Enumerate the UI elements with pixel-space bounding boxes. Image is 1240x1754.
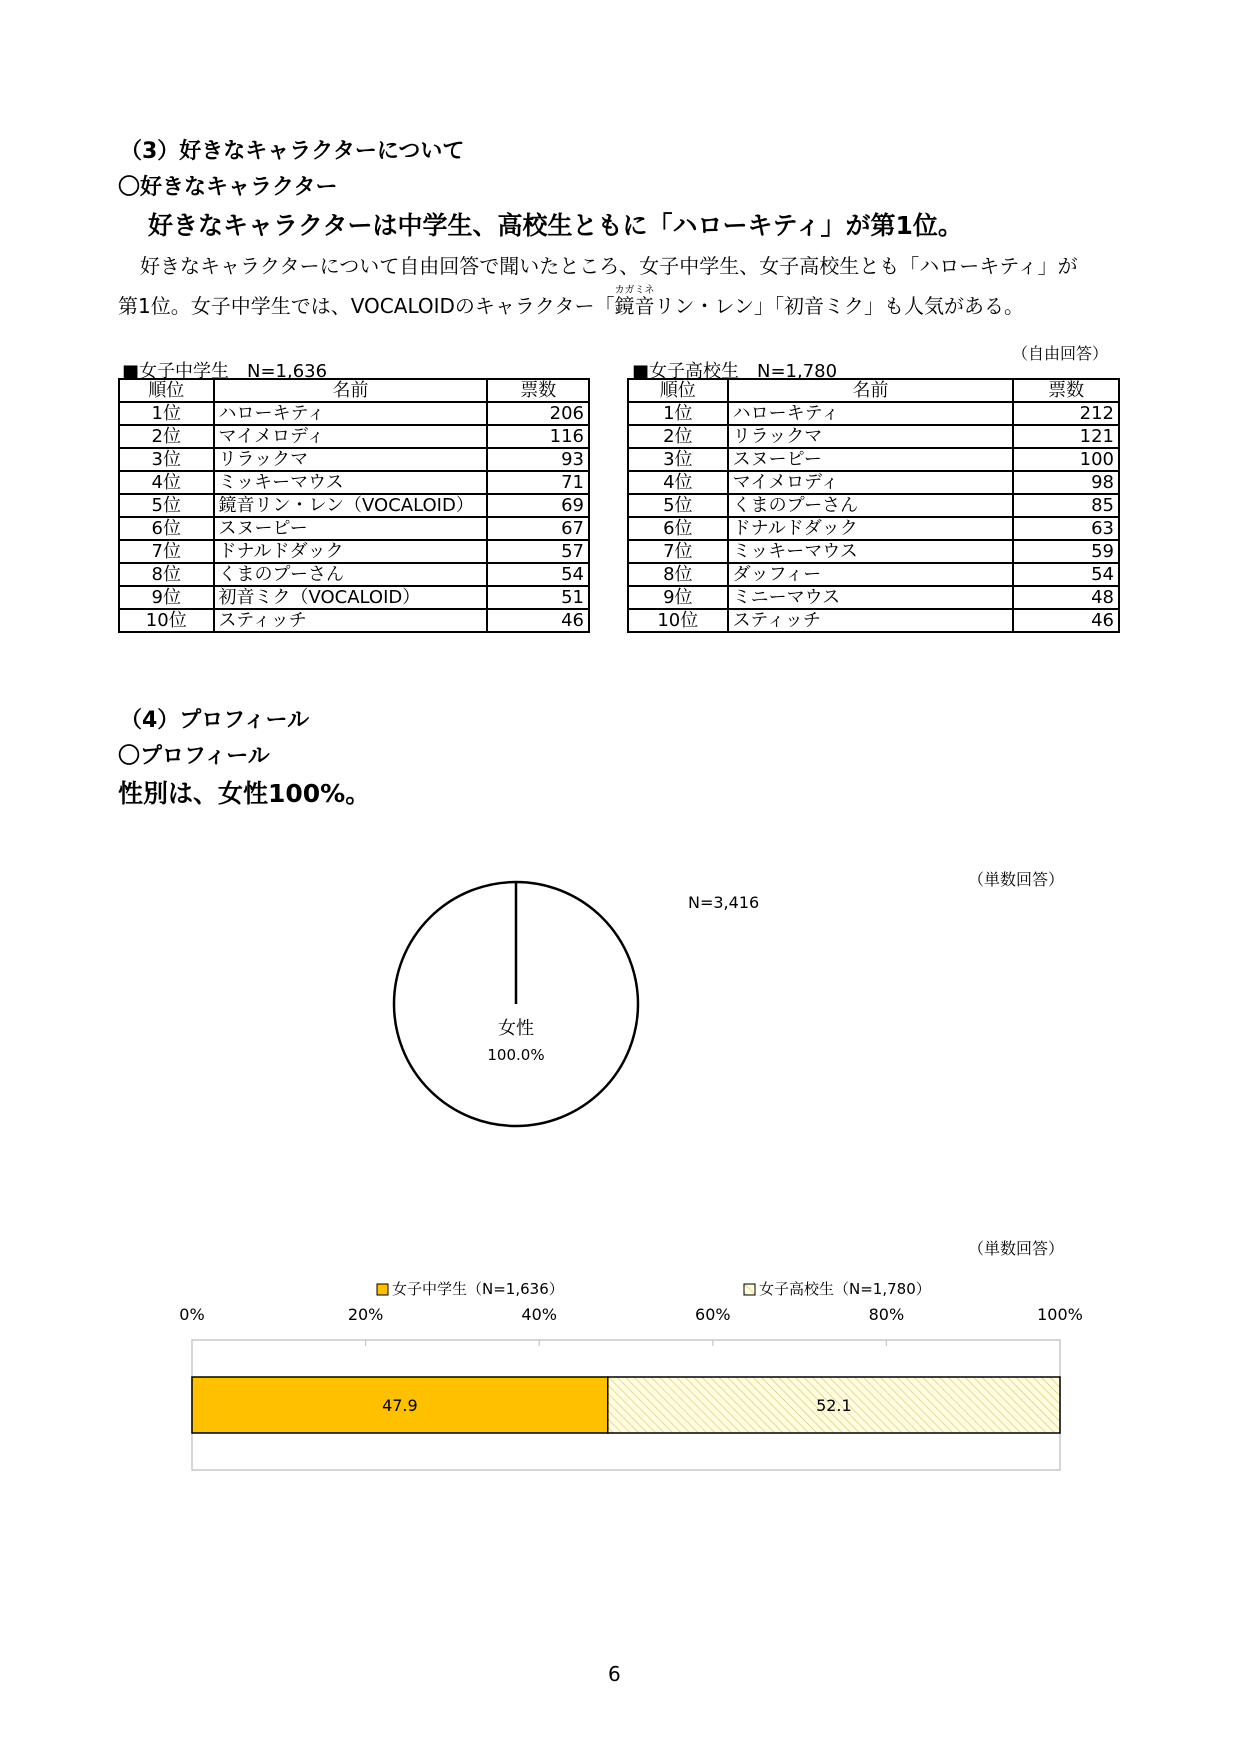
- legend-swatch-junior-high: [377, 1284, 388, 1295]
- rank-cell: 4位: [119, 471, 214, 494]
- name-cell: スティッチ: [214, 609, 488, 632]
- section3-subheading: 〇好きなキャラクター: [118, 175, 338, 200]
- table-hs-caption: ■女子高校生 N=1,780: [632, 361, 838, 382]
- name-cell: くまのプーさん: [728, 494, 1014, 517]
- table-row: [628, 494, 1119, 517]
- votes-cell: 48: [1013, 586, 1119, 609]
- votes-cell: 100: [1013, 448, 1119, 471]
- x-tick-label: 100%: [1037, 1305, 1083, 1324]
- table-row: [119, 517, 589, 540]
- table-row: [119, 448, 589, 471]
- table-row: [119, 425, 589, 448]
- pie-answer-type: （単数回答）: [968, 870, 1065, 889]
- ranking-table-high-school: [627, 378, 1120, 633]
- rank-cell: 1位: [119, 402, 214, 425]
- votes-cell: 206: [487, 402, 589, 425]
- rank-cell: 3位: [119, 448, 214, 471]
- name-cell: ハローキティ: [728, 402, 1014, 425]
- name-cell: スティッチ: [728, 609, 1014, 632]
- votes-cell: 46: [1013, 609, 1119, 632]
- votes-cell: 57: [487, 540, 589, 563]
- legend-swatch-high-school: [744, 1284, 755, 1295]
- table-row: [628, 402, 1119, 425]
- bar-segment-junior-high-label: 47.9: [382, 1396, 418, 1415]
- votes-cell: 54: [1013, 563, 1119, 586]
- name-cell: マイメロディ: [214, 425, 488, 448]
- pie-n-label: N=3,416: [688, 893, 760, 912]
- rank-cell: 3位: [628, 448, 728, 471]
- x-tick-label: 0%: [179, 1305, 205, 1324]
- table-jhs-caption: ■女子中学生 N=1,636: [122, 361, 328, 382]
- votes-cell: 51: [487, 586, 589, 609]
- col-header-rank: 順位: [119, 379, 214, 402]
- votes-cell: 67: [487, 517, 589, 540]
- rank-cell: 8位: [119, 563, 214, 586]
- rank-cell: 7位: [628, 540, 728, 563]
- votes-cell: 63: [1013, 517, 1119, 540]
- votes-cell: 93: [487, 448, 589, 471]
- votes-cell: 69: [487, 494, 589, 517]
- rank-cell: 5位: [119, 494, 214, 517]
- section4-subheading: 〇プロフィール: [118, 744, 270, 769]
- table-row: [628, 448, 1119, 471]
- legend-label-high-school: 女子高校生（N=1,780）: [759, 1280, 931, 1298]
- legend-label-junior-high: 女子中学生（N=1,636）: [392, 1280, 564, 1298]
- table-row: [119, 609, 589, 632]
- rank-cell: 4位: [628, 471, 728, 494]
- votes-cell: 54: [487, 563, 589, 586]
- ranking-table-junior-high: [118, 378, 590, 633]
- votes-cell: 59: [1013, 540, 1119, 563]
- rank-cell: 1位: [628, 402, 728, 425]
- bar-segment-high-school-label: 52.1: [816, 1396, 852, 1415]
- section3-paragraph-line1: 好きなキャラクターについて自由回答で聞いたところ、女子中学生、女子高校生とも「ハローキティ」が: [140, 254, 1078, 278]
- rank-cell: 2位: [628, 425, 728, 448]
- votes-cell: 116: [487, 425, 589, 448]
- table-row: [628, 425, 1119, 448]
- rank-cell: 6位: [119, 517, 214, 540]
- col-header-name: 名前: [214, 379, 488, 402]
- pie-value-female: 100.0%: [487, 1046, 545, 1064]
- x-tick-label: 20%: [347, 1305, 384, 1324]
- table-row: [628, 471, 1119, 494]
- name-cell: ドナルドダック: [728, 517, 1014, 540]
- votes-cell: 121: [1013, 425, 1119, 448]
- table-row: [628, 563, 1119, 586]
- name-cell: くまのプーさん: [214, 563, 488, 586]
- table-row: [628, 609, 1119, 632]
- school-ratio-bar-chart: [170, 1270, 1090, 1495]
- votes-cell: 71: [487, 471, 589, 494]
- table-row: [119, 494, 589, 517]
- table-row: [628, 586, 1119, 609]
- name-cell: スヌーピー: [214, 517, 488, 540]
- page-number: 6: [608, 1662, 621, 1686]
- rank-cell: 5位: [628, 494, 728, 517]
- name-cell: ミニーマウス: [728, 586, 1014, 609]
- x-tick-label: 60%: [695, 1305, 731, 1324]
- section4-heading: （4）プロフィール: [120, 708, 310, 733]
- x-tick-label: 40%: [521, 1305, 557, 1324]
- name-cell: ドナルドダック: [214, 540, 488, 563]
- gender-pie-chart: [390, 878, 642, 1130]
- col-header-votes: 票数: [1013, 379, 1119, 402]
- x-tick-label: 80%: [868, 1305, 905, 1324]
- bar-answer-type: （単数回答）: [968, 1239, 1065, 1258]
- name-cell: ミッキーマウス: [214, 471, 488, 494]
- rank-cell: 2位: [119, 425, 214, 448]
- col-header-rank: 順位: [628, 379, 728, 402]
- rank-cell: 10位: [119, 609, 214, 632]
- votes-cell: 85: [1013, 494, 1119, 517]
- rank-cell: 6位: [628, 517, 728, 540]
- name-cell: マイメロディ: [728, 471, 1014, 494]
- name-cell: リラックマ: [728, 425, 1014, 448]
- table-row: [628, 517, 1119, 540]
- section3-heading: （3）好きなキャラクターについて: [120, 139, 465, 164]
- votes-cell: 212: [1013, 402, 1119, 425]
- votes-cell: 46: [487, 609, 589, 632]
- section3-lead: 好きなキャラクターは中学生、高校生ともに「ハローキティ」が第1位。: [148, 211, 963, 240]
- name-cell: スヌーピー: [728, 448, 1014, 471]
- table-row: [119, 540, 589, 563]
- rank-cell: 7位: [119, 540, 214, 563]
- rank-cell: 9位: [119, 586, 214, 609]
- rank-cell: 8位: [628, 563, 728, 586]
- rank-cell: 10位: [628, 609, 728, 632]
- rank-cell: 9位: [628, 586, 728, 609]
- table-row: [119, 563, 589, 586]
- name-cell: ハローキティ: [214, 402, 488, 425]
- name-cell: ミッキーマウス: [728, 540, 1014, 563]
- section4-lead: 性別は、女性100%。: [118, 779, 371, 808]
- answer-type-free: （自由回答）: [1012, 344, 1109, 363]
- name-cell: 鏡音リン・レン（VOCALOID）: [214, 494, 488, 517]
- pie-label-female: 女性: [498, 1018, 534, 1039]
- name-cell: リラックマ: [214, 448, 488, 471]
- section3-paragraph-line2: 第1位。女子中学生では、VOCALOIDのキャラクター「鏡音カガミネリン・レン」「初音ミク」も人気がある。: [118, 285, 1025, 318]
- table-row: [119, 402, 589, 425]
- votes-cell: 98: [1013, 471, 1119, 494]
- table-row: [119, 471, 589, 494]
- table-row: [119, 586, 589, 609]
- name-cell: ダッフィー: [728, 563, 1014, 586]
- col-header-votes: 票数: [487, 379, 589, 402]
- col-header-name: 名前: [728, 379, 1014, 402]
- name-cell: 初音ミク（VOCALOID）: [214, 586, 488, 609]
- table-row: [628, 540, 1119, 563]
